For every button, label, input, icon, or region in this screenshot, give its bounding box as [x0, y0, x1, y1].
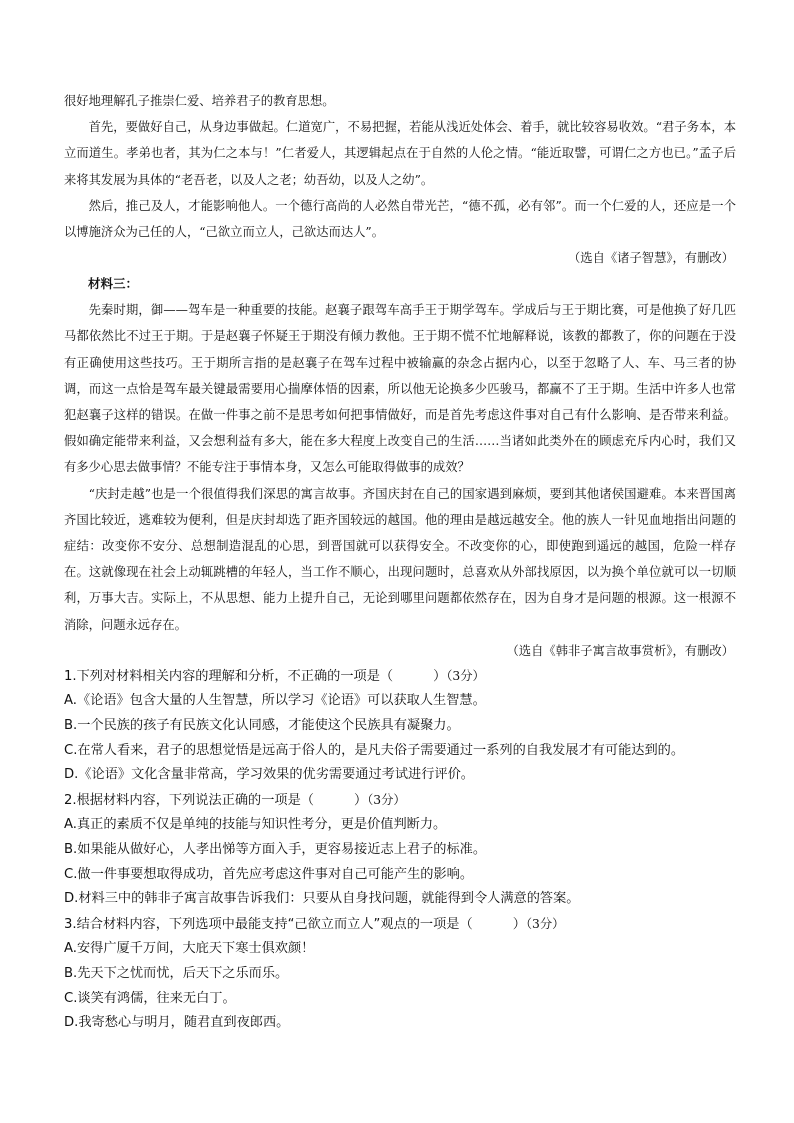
option-c: C.谈笑有鸿儒，往来无白丁。	[64, 990, 236, 1006]
passage-paragraph: 先秦时期，御——驾车是一种重要的技能。赵襄子跟驾车高手王于期学驾车。学成后与王于期比赛，可是他换了好几匹马都依然比不过王于期。于是赵襄子怀疑王于期没有倾力教他。王于期不慌不忙地解释说，该教的都教了，你的问题在于没有正确使用这些技巧。王于期所言指的是赵襄子在驾车过程中被输赢的杂念占据内心，以至于忽略了人、车、马三者的协调，而这一点恰是驾车最关键最需要用心揣摩体悟的因素，所以他无论换多少匹骏马，都赢不了王于期。生活中许多人也常犯赵襄子这样的错误。在做一件事之前不是思考如何把事情做好，而是首先考虑这件事对自己有什么影响、是否带来利益。假如确定能带来利益，又会想利益有多大，能在多大程度上改变自己的生活……当诸如此类外在的顾虑充斥内心时，我们又有多少心思去做事情？不能专注于事情本身，又怎么可能取得做事的成效？	[64, 303, 736, 475]
question-stem	[64, 912, 736, 938]
passage-paragraph: 首先，要做好自己，从身边事做起。仁道宽广，不易把握，若能从浅近处体会、着手，就比较容易收效。“君子务本，本立而道生。孝弟也者，其为仁之本与！”仁者爱人，其逻辑起点在于自然的人伦之情。“能近取譬，可谓仁之方也已。”孟子后来将其发展为具体的“老吾老，以及人之老；幼吾幼，以及人之幼”。	[64, 120, 736, 187]
passage-paragraph: 很好地理解孔子推崇仁爱、培养君子的教育思想。	[64, 94, 335, 108]
passage-paragraph: 然后，推己及人，才能影响他人。一个德行高尚的人必然自带光芒，“德不孤，必有邻”。而一个仁爱的人，还应是一个以博施济众为己任的人，“己欲立而立人，己欲达而达人”。	[64, 198, 736, 240]
option-c: C.在常人看来，君子的思想觉悟是远高于俗人的，是凡夫俗子需要通过一系列的自我发展才有可能达到的。	[64, 742, 685, 758]
question-close: ）	[353, 792, 368, 808]
source-citation: （选自《韩非子寓言故事赏析》，有删改）	[506, 643, 734, 658]
question-score: （3分）	[446, 668, 485, 683]
question-score: （3分）	[367, 792, 406, 807]
option-d: D.《论语》文化含量非常高，学习效果的优劣需要通过考试进行评价。	[64, 767, 474, 783]
passage-two-continued	[64, 88, 736, 271]
question-close: ）	[512, 916, 526, 932]
question-close: ）	[433, 668, 447, 684]
question-stem	[64, 788, 736, 814]
question-text: 2.根据材料内容，下列说法正确的一项是（	[64, 792, 314, 808]
question-text: 1.下列对材料相关内容的理解和分析，不正确的一项是（	[64, 668, 394, 684]
passage-paragraph: “庆封走越”也是一个很值得我们深思的寓言故事。齐国庆封在自己的国家遇到麻烦，要到其他诸侯国避难。本来晋国离齐国比较近，逃难较为便利，但是庆封却选了距齐国较远的越国。他的理由是越远越安全。他的族人一针见血地指出问题的症结：改变你不安分、总想制造混乱的心思，到晋国就可以获得安全。不改变你的心，即使跑到遥远的越国，危险一样存在。这就像现在社会上动辄跳槽的年轻人，当工作不顺心，出现问题时，总喜欢从外部找原因，以为换个单位就可以一切顺利，万事大吉。实际上，不从思想、能力上提升自己，无论到哪里问题都依然存在，因为自身才是问题的根源。这一根源不消除，问题永远存在。	[64, 486, 736, 632]
option-b: B.如果能从做好心，人孝出悌等方面入手，更容易接近志上君子的标准。	[64, 842, 487, 858]
option-a: A.安得广厦千万间，大庇天下寒士俱欢颜！	[64, 941, 315, 957]
source-citation: （选自《诸子智慧》，有删改）	[567, 251, 734, 266]
option-b: B.先天下之忧而忧，后天下之乐而乐。	[64, 965, 289, 981]
question-score: （3分）	[525, 916, 565, 931]
material-heading: 材料三：	[88, 276, 139, 292]
option-b: B.一个民族的孩子有民族文化认同感，才能使这个民族具有凝聚力。	[64, 718, 460, 734]
question-2	[64, 788, 736, 912]
question-text: 3.结合材料内容，下列选项中最能支持“己欲立而立人”观点的一项是（	[64, 916, 473, 932]
option-c: C.做一件事要想取得成功，首先应考虑这件事对自己可能产生的影响。	[64, 866, 474, 882]
question-3	[64, 912, 736, 1036]
page-content	[64, 88, 736, 1036]
question-1	[64, 664, 736, 788]
question-stem	[64, 664, 736, 690]
option-a: A.《论语》包含大量的人生智慧，所以学习《论语》可以获取人生智慧。	[64, 693, 486, 709]
option-d: D.我寄愁心与明月，随君直到夜郎西。	[64, 1015, 290, 1031]
option-a: A.真正的素质不仅是单纯的技能与知识性考分，更是价值判断力。	[64, 817, 447, 833]
question-list	[64, 664, 736, 1036]
passage-three	[64, 271, 736, 664]
option-d: D.材料三中的韩非子寓言故事告诉我们：只要从自身找问题，就能得到令人满意的答案。	[64, 891, 580, 907]
